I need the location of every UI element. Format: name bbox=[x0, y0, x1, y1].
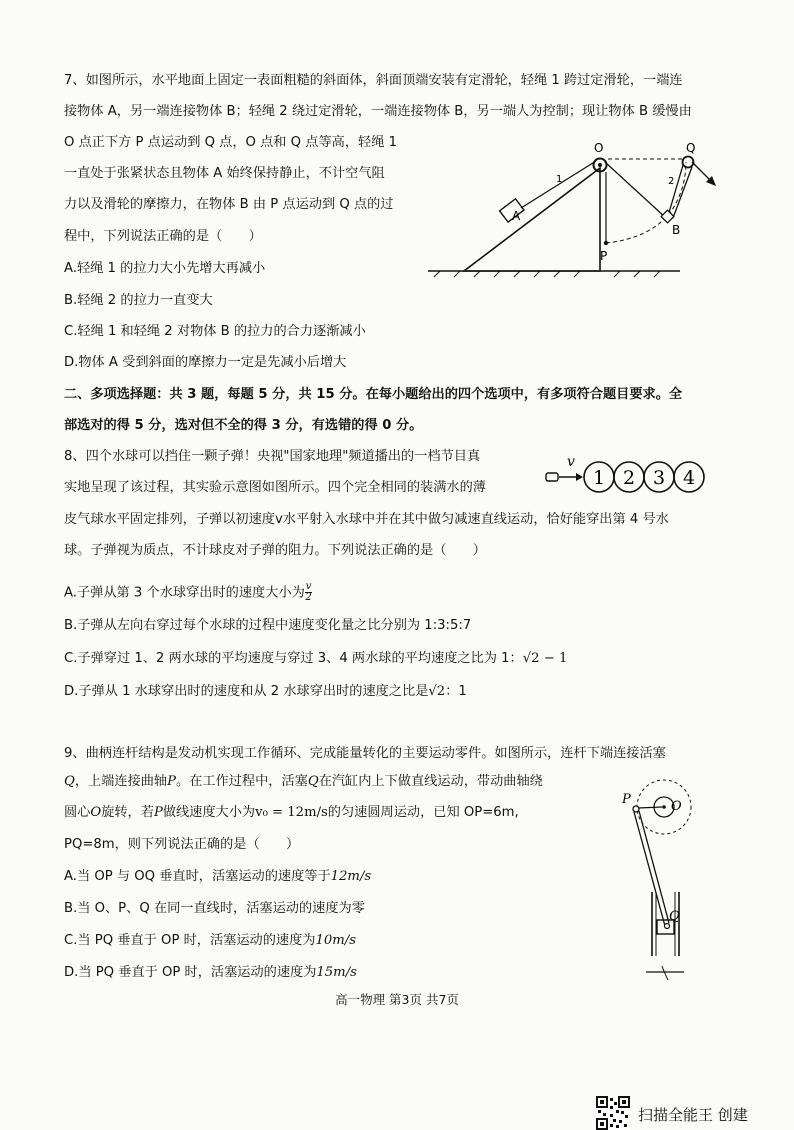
q7-label-o: O bbox=[594, 141, 604, 155]
q7-rope2-label: 2 bbox=[668, 176, 675, 187]
section2-line-1: 二、多项选择题：共 3 题，每题 5 分，共 15 分。在每小题给出的四个选项中，有多项符合题目要求。全 bbox=[64, 387, 683, 402]
q7-label-a: A bbox=[512, 209, 521, 223]
q7-incline-figure bbox=[420, 138, 720, 278]
q7-line-6: 程中，下列说法正确的是（ ） bbox=[64, 229, 262, 244]
q9-label-q: Q bbox=[669, 909, 680, 924]
q7-option-b: B.轻绳 2 的拉力一直变大 bbox=[64, 293, 213, 308]
q9-label-o: O bbox=[671, 799, 682, 814]
q7-block-b bbox=[661, 210, 674, 223]
q8-line-3: 皮气球水平固定排列，子弹以初速度v水平射入水球中并在其中做匀减速直线运动，恰好能穿出第 4 号水 bbox=[64, 512, 669, 527]
water-ball-4-label: 4 bbox=[682, 467, 696, 489]
section2-line-2: 部选对的得 5 分，选对但不全的得 3 分，有选错的得 0 分。 bbox=[64, 418, 423, 433]
q8-line-1: 8、四个水球可以挡住一颗子弹！央视"国家地理"频道播出的一档节目真 bbox=[64, 449, 481, 464]
q9-option-a: A.当 OP 与 OQ 垂直时，活塞运动的速度等于12m/s bbox=[64, 869, 372, 884]
q9-option-d: D.当 PQ 垂直于 OP 时，活塞运动的速度为15m/s bbox=[64, 965, 357, 980]
q7-option-c: C.轻绳 1 和轻绳 2 对物体 B 的拉力的合力逐渐减小 bbox=[64, 324, 366, 339]
q8-line-4: 球。子弹视为质点，不计球皮对子弹的阻力。下列说法正确的是（ ） bbox=[64, 543, 486, 558]
bullet-icon bbox=[546, 473, 558, 481]
q7-label-p: P bbox=[600, 249, 608, 263]
q7-line-5: 力以及滑轮的摩擦力，在物体 B 由 P 点运动到 Q 点的过 bbox=[64, 197, 394, 212]
scanner-watermark: 扫描全能王 创建 bbox=[638, 1106, 748, 1124]
q7-option-a: A.轻绳 1 的拉力大小先增大再减小 bbox=[64, 261, 266, 276]
water-ball-2-label: 2 bbox=[622, 467, 636, 489]
q9-label-p: P bbox=[622, 792, 631, 807]
q7-rope1-label: 1 bbox=[556, 174, 563, 185]
q8-option-a: A.子弹从第 3 个水球穿出时的速度大小为 $\frac{v}{2}$ bbox=[64, 581, 312, 603]
crank-pin-p bbox=[633, 806, 639, 812]
q7-label-q: Q bbox=[686, 141, 696, 155]
q7-label-b: B bbox=[672, 223, 681, 237]
water-ball-1-label: 1 bbox=[592, 467, 606, 489]
q8-water-balls-figure bbox=[545, 452, 725, 502]
q7-option-d: D.物体 A 受到斜面的摩擦力一定是先减小后增大 bbox=[64, 355, 347, 370]
q9-option-b: B.当 O、P、Q 在同一直线时，活塞运动的速度为零 bbox=[64, 901, 365, 916]
q8-line-2: 实地呈现了该过程，其实验示意图如图所示。四个完全相同的装满水的薄 bbox=[64, 480, 486, 495]
water-ball-3-label: 3 bbox=[652, 467, 666, 489]
page-footer: 高一物理 第3页 共7页 bbox=[335, 992, 459, 1007]
q8-velocity-label: v bbox=[567, 454, 575, 470]
q7-line-1: 7、如图所示，水平地面上固定一表面粗糙的斜面体，斜面顶端安装有定滑轮，轻绳 1 跨过定滑轮，一端连 bbox=[64, 73, 683, 88]
q7-line-4: 一直处于张紧状态且物体 A 始终保持静止，不计空气阻 bbox=[64, 166, 385, 181]
q9-line-4: PQ=8m，则下列说法正确的是（ ） bbox=[64, 837, 300, 852]
q7-line-3: O 点正下方 P 点运动到 Q 点，O 点和 Q 点等高，轻绳 1 bbox=[64, 135, 397, 150]
q9-line-1: 9、曲柄连杆结构是发动机实现工作循环、完成能量转化的主要运动零件。如图所示，连杆下端连接活塞 bbox=[64, 746, 666, 761]
q9-crank-figure bbox=[612, 770, 722, 990]
q9-line-3: 圆心O旋转，若P做线速度大小为v₀ = 12m/s的匀速圆周运动，已知 OP=6m, bbox=[64, 805, 519, 820]
q8-option-c: C.子弹穿过 1、2 两水球的平均速度与穿过 3、4 两水球的平均速度之比为 1：√2 − 1 bbox=[64, 651, 568, 666]
q7-pulley-q bbox=[683, 157, 694, 168]
q9-line-2: Q，上端连接曲轴P。在工作过程中，活塞Q在汽缸内上下做直线运动，带动曲轴绕 bbox=[64, 774, 543, 789]
q8-option-d: D.子弹从 1 水球穿出时的速度和从 2 水球穿出时的速度之比是√2：1 bbox=[64, 684, 467, 699]
q7-line-2: 接物体 A，另一端连接物体 B；轻绳 2 绕过定滑轮，一端连接物体 B，另一端人为控制；现让物体 B 缓慢由 bbox=[64, 104, 692, 119]
q9-option-c: C.当 PQ 垂直于 OP 时，活塞运动的速度为10m/s bbox=[64, 933, 356, 948]
q8-option-b: B.子弹从左向右穿过每个水球的过程中速度变化量之比分别为 1:3:5:7 bbox=[64, 618, 472, 633]
v-over-2-fraction: $\frac{v}{2}$ bbox=[305, 581, 312, 603]
